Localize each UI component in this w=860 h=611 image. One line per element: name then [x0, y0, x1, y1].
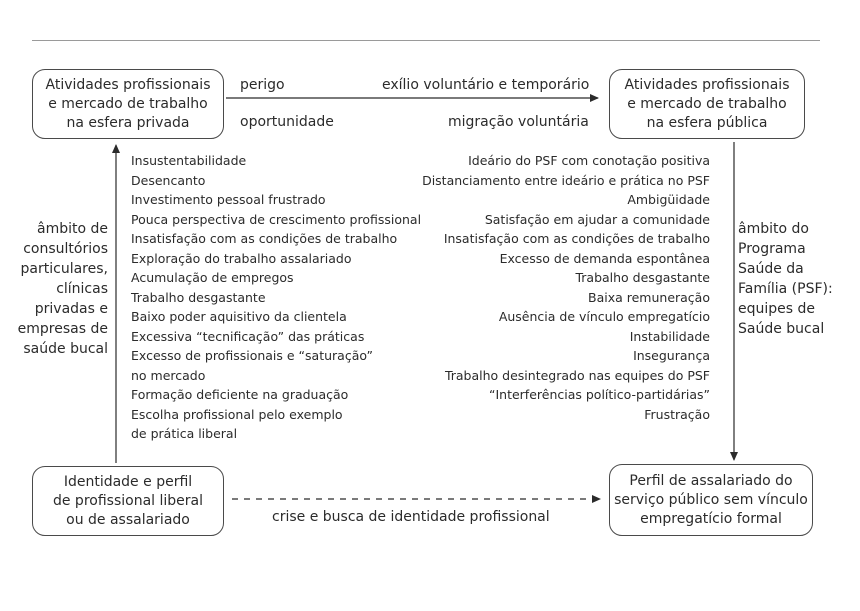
factor-item: Insatisfação com as condições de trabalho — [443, 231, 710, 246]
factor-item: Ausência de vínculo empregatício — [498, 309, 710, 324]
factor-item: Baixo poder aquisitivo da clientela — [131, 309, 347, 324]
factor-item: Distanciamento entre ideário e prática no PSF — [422, 172, 710, 188]
factor-item: Excesso de demanda espontânea — [499, 250, 710, 266]
factor-item: Trabalho desgastante — [131, 289, 266, 305]
factor-item: Instabilidade — [629, 328, 710, 344]
label-exilio: exílio voluntário e temporário — [382, 77, 590, 93]
box-public-sphere-text: Atividades profissionais e mercado de trabalho na esfera pública — [624, 76, 790, 131]
factor-item: Insatisfação com as condições de trabalho — [131, 231, 398, 246]
right-scope-line: Família (PSF): — [738, 281, 833, 297]
left-scope-line: clínicas — [56, 281, 108, 297]
left-scope-line: particulares, — [20, 261, 108, 277]
box-public-servant-profile — [609, 464, 813, 536]
factor-item: Baixa remuneração — [588, 289, 710, 305]
left-scope-line: consultórios — [23, 241, 108, 257]
factor-item: Trabalho desintegrado nas equipes do PSF — [444, 367, 710, 383]
factor-item: de prática liberal — [131, 426, 238, 441]
factor-item: Desencanto — [131, 172, 206, 188]
factor-item: Insegurança — [633, 348, 710, 363]
factor-item: Pouca perspectiva de crescimento profissional — [131, 211, 422, 227]
label-perigo: perigo — [240, 77, 285, 93]
box-identity-profile — [32, 466, 224, 536]
box-public-sphere — [609, 69, 805, 139]
public-sphere-factors-list — [422, 151, 710, 424]
factor-item: “Interferências político-partidárias” — [488, 387, 710, 402]
factor-item: Formação deficiente na graduação — [131, 387, 349, 402]
left-scope-line: privadas e — [34, 301, 108, 317]
right-scope-line: Saúde da — [738, 261, 804, 277]
left-scope-line: saúde bucal — [23, 341, 108, 357]
factor-item: no mercado — [131, 367, 206, 383]
factor-item: Acumulação de empregos — [131, 270, 294, 285]
factor-item: Trabalho desgastante — [575, 270, 710, 285]
factor-item: Frustração — [644, 406, 710, 422]
factor-item: Investimento pessoal frustrado — [131, 192, 326, 207]
box-public-servant-profile-text: Perfil de assalariado do serviço público sem vínculo empregatício formal — [614, 472, 808, 527]
box-identity-profile-text: Identidade e perfil de profissional liberal ou de assalariado — [52, 473, 203, 528]
box-private-sphere-text: Atividades profissionais e mercado de trabalho na esfera privada — [45, 76, 211, 131]
factor-item: Excesso de profissionais e “saturação” — [131, 348, 374, 363]
right-scope-line: equipes de — [738, 301, 816, 317]
factor-item: Ambigüidade — [627, 192, 710, 207]
right-scope-line: âmbito do — [738, 221, 809, 237]
factor-item: Escolha profissional pelo exemplo — [131, 406, 343, 422]
private-sphere-factors-list — [131, 151, 421, 444]
factor-item: Exploração do trabalho assalariado — [131, 250, 352, 266]
box-private-sphere — [32, 69, 224, 139]
left-scope-label — [18, 219, 108, 359]
label-migracao: migração voluntária — [448, 114, 589, 130]
factor-item: Ideário do PSF com conotação positiva — [468, 153, 710, 168]
factor-item: Satisfação em ajudar a comunidade — [484, 211, 710, 227]
factor-item: Excessiva “tecnificação” das práticas — [131, 328, 365, 344]
label-oportunidade: oportunidade — [240, 114, 334, 130]
left-scope-line: âmbito de — [37, 221, 108, 237]
right-scope-label — [738, 219, 833, 339]
factor-item: Insustentabilidade — [131, 153, 247, 168]
right-scope-line: Programa — [738, 241, 806, 257]
right-scope-line: Saúde bucal — [738, 321, 825, 337]
label-crise: crise e busca de identidade profissional — [272, 509, 550, 525]
left-scope-line: empresas de — [17, 321, 108, 337]
